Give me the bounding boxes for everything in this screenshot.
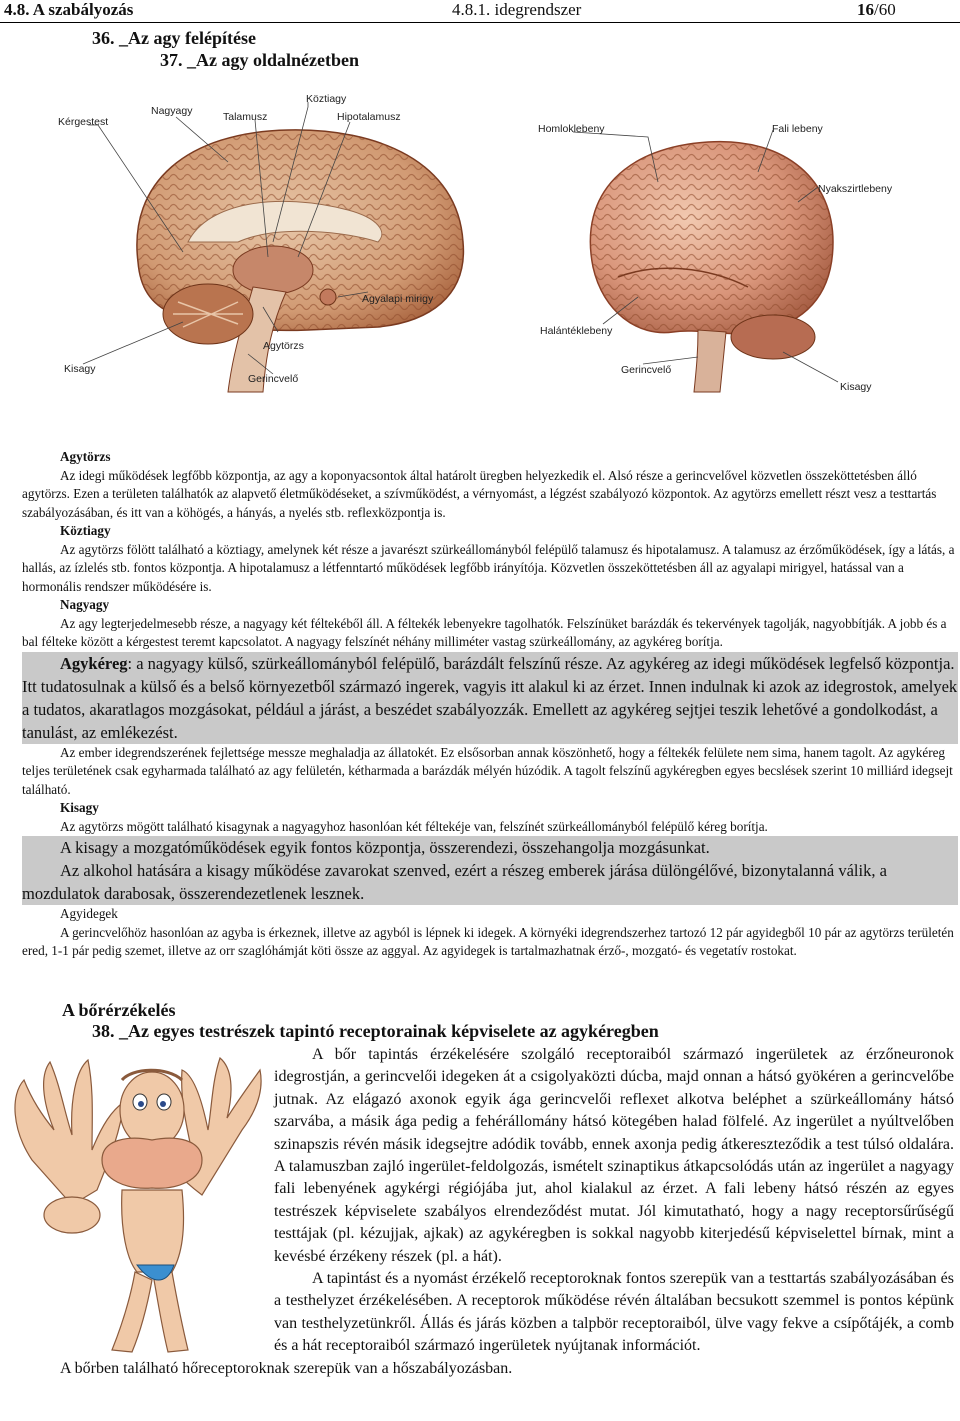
para-agykereg-highlight [22, 652, 958, 744]
para-kisagy-highlight-1: A kisagy a mozgatóműködések egyik fontos központja, összerendezi, összehangolja mozgásunkat. [22, 836, 958, 859]
heading-borerzekeles: A bőrérzékelés [62, 1000, 176, 1020]
heading-kisagy: Kisagy [60, 800, 99, 815]
label-agyalapi-mirigy: Agyalapi mirigy [362, 293, 434, 305]
heading-37: 37. _Az agy oldalnézetben [160, 50, 359, 70]
label-gerincvelo-left: Gerincvelő [248, 373, 299, 385]
label-nyakszirtlebeny: Nyakszirtlebeny [818, 183, 893, 195]
label-koztiagy: Köztiagy [306, 93, 347, 105]
heading-38: 38. _Az egyes testrészek tapintó receptorainak képviselete az agykéregben [92, 1021, 659, 1041]
label-halanteklebeny: Halántéklebeny [540, 325, 613, 337]
heading-agytorzs: Agytörzs [60, 449, 111, 464]
label-fali-lebeny: Fali lebeny [772, 123, 823, 135]
skin-section-body [22, 1044, 954, 1380]
label-hipotalamusz: Hipotalamusz [337, 111, 401, 123]
para-agykereg: Az ember idegrendszerének fejlettsége messze meghaladja az állatokét. Ez elsősorban annak köszönhető, hogy a féltekék felülete nem sima, hanem tagolt. Az agykéreg teljes területének csak egyharmada található az agy felületén, kétharmada a barázdák mélyén húzódik. A tagolt felszínű agykéregben egyes becslések szerint 10 milliárd idegsejt található. [22, 744, 953, 797]
label-kisagy-left: Kisagy [64, 363, 96, 375]
float-spacer [22, 1044, 274, 1344]
para-kisagy-highlight-2: Az alkohol hatására a kisagy működése zavarokat szenved, ezért a részeg emberek járása dülöngélővé, bizonytalanná válik, a mozdulatok darabosak, összerendezetlenek lesznek. [22, 859, 958, 905]
label-talamusz: Talamusz [223, 111, 268, 123]
heading-36: 36. _Az agy felépítése [92, 28, 256, 48]
label-agytorzs: Agytörzs [263, 340, 304, 352]
article-body [22, 448, 958, 961]
para-koztiagy: Az agytörzs fölött található a köztiagy, amelynek két része a javarészt szürkeállományból felépülő talamusz és hipotalamusz. A talamusz az érzőműködések, így a látás, a hallás, az ízlelés stb. fontos központja. A hipotalamusz a létfenntartó működések legfőbb irányítója. Közvetlen összeköttetésben áll az agyalapi mirigyel, hatással van a hormonális rendszer működésére is. [22, 541, 955, 594]
heading-koztiagy: Köztiagy [60, 523, 111, 538]
para-kisagy: Az agytörzs mögött található kisagynak a nagyagyhoz hasonlóan két féltekéje van, felszínét szürkeállományból felépülő kéreg borítja. [60, 818, 768, 834]
sagittal-brain [137, 130, 464, 392]
page-total: /60 [874, 0, 896, 19]
para-agytorzs: Az idegi működések legfőbb központja, az agy a koponyacsontok által határolt üregben helyezkedik el. Alsó része a gerincvelővel közvetlen összeköttetésben álló agytörzs. Ezen a területen találhatók az alapvető életműködéseket, a szívműködést, a vérnyomást, a légzést szabályozó központok. Az agytörzs emellett részt vesz a testtartás szabályozásában, és itt van a köhögés, a hányás, a nyelés stb. reflexközpontja is. [22, 467, 937, 520]
label-gerincvelo-right: Gerincvelő [621, 364, 672, 376]
para-bor-1: A bőr tapintás érzékelésére szolgáló receptoraiból származó ingerületek az érzőneuronok idegrostján, a gerincvelői idegeken át a csigolyaközti dúcba, majd onnan a hátsó gyökéren a gerincvelőbe jutnak. Az elágazó axonok egyik ága gerincvelői reflexet alkotva beléphet a szürkeállomány hátsó szarvába, a másik ága pedig a fehérállomány hátsó kötegében halad fölfelé. Az ingerület a nyúltvelőben szinapszis révén másik idegsejtre adódik tovább, ennek axonja pedig átkereszteződik a test túlsó oldalára. A talamuszban zajló ingerület-feldolgozás, ismételt szinaptikus átkapcsolódás után az ingerület a nagyagy fali lebenyének agykérgi régiójába jut, ahol kialakul az érzet. A fali lebeny hátsó részén az egyes testrészek képviselete szabályos elrendeződést mutat. Jól kimutatható, hogy a nagy receptorsűrűségű testtájak (pl. kézujjak, ajkak) az agykéregben is sokkal nagyobb kiterjedésű képviselettel bírnak, mint a kevésbé érzékeny részek (pl. a hát). [274, 1046, 954, 1265]
agykereg-definition: : a nagyagy külső, szürkeállományból felépülő, barázdált felszínű része. Az agykéreg az idegi működések legfelső központja. Itt tudatosulnak a külső és a belső környezetből származó ingerek, vagyis itt alakul ki az érzet. Innen indulnak ki azok az idegrostok, amelyek a tudatos, akaratlagos mozgásokat, például a járást, a beszédet szabályozzák. Emellett az agykéreg sejtjei teszik lehetővé a gondolkodást, a tanulást, az emlékezést. [22, 653, 958, 742]
header-chapter: 4.8. A szabályozás [4, 0, 134, 19]
label-homloklebeny: Homloklebeny [538, 123, 605, 135]
label-nagyagy: Nagyagy [151, 105, 193, 117]
heading-agyidegek: Agyidegek [60, 906, 118, 921]
page-header [0, 0, 960, 23]
lateral-brain [590, 142, 833, 392]
page-current: 16 [857, 0, 874, 19]
para-nagyagy: Az agy legterjedelmesebb része, a nagyagy két féltekéből áll. A féltekék lebenyekre tagolhatók. Felszínüket barázdák és tekervények tagolják, nagyobbítják. A jobb és a bal félteke között a kérgestest teremt kapcsolatot. A nagyagy felszínét néhány milliméter vastag szürkeállomány, az agykéreg borítja. [22, 615, 947, 649]
heading-nagyagy: Nagyagy [60, 597, 110, 612]
brain-figure [58, 92, 893, 393]
para-bor-3: A bőrben található hőreceptoroknak szerepük van a hőszabályozásban. [60, 1359, 513, 1377]
term-agykereg: Agykéreg [60, 653, 128, 673]
para-agyidegek: A gerincvelőhöz hasonlóan az agyba is érkeznek, illetve az agyból is lépnek ki idegek. A környéki idegrendszerhez tartozó 12 pár agyidegből 10 pár az agytörzs területén ered, 1-1 pár pedig szemet, illetve az orr szaglóhámját köti össze az aggyal. Az agyidegek is tartalmazhatnak érző-, mozgató- és vegetatív rostokat. [22, 924, 954, 958]
label-kergestest: Kérgestest [58, 116, 109, 128]
label-kisagy-right: Kisagy [840, 381, 872, 393]
header-section: 4.8.1. idegrendszer [452, 0, 582, 19]
para-bor-2: A tapintást és a nyomást érzékelő receptoroknak fontos szerepük van a testtartás szabályozásában és a testhelyzet érzékelésében. A receptorok működése révén általában becsukott szemmel is pontos képünk van testhelyzetünkről. Állás és járás közben a talpbör receptoraiból, ülve vagy fekve a csípőtájék, a comb és a hát receptoraiból származó ingerületek nyújtanak információt. [274, 1270, 954, 1355]
header-page-number [857, 0, 896, 20]
